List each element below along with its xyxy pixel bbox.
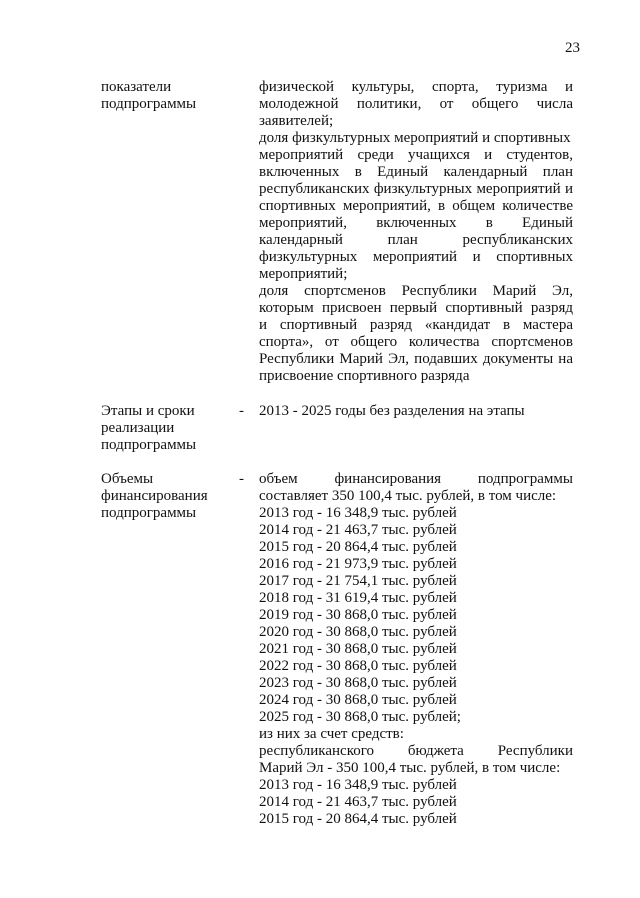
text-line: присвоение спортивного разряда (259, 368, 470, 384)
text-line: подпрограммы (101, 505, 197, 521)
row-dash: - (239, 403, 244, 419)
text-line: доля спортсменов Республики Марий Эл, (259, 283, 573, 299)
text-line: финансирования (101, 488, 208, 504)
text-line: 2022 год - 30 868,0 тыс. рублей (259, 658, 457, 674)
text-line: Марий Эл - 350 100,4 тыс. рублей, в том числе: (259, 760, 561, 776)
text-line: подпрограммы (101, 96, 197, 112)
text-line: республиканского бюджета Республики (259, 743, 573, 759)
text-line: из них за счет средств: (259, 726, 404, 742)
text-line: 2013 год - 16 348,9 тыс. рублей (259, 777, 457, 793)
text-line: 2021 год - 30 868,0 тыс. рублей (259, 641, 457, 657)
row-content (259, 471, 573, 828)
text-line: 2016 год - 21 973,9 тыс. рублей (259, 556, 457, 572)
text-line: мероприятий, включенных в Единый (259, 215, 573, 231)
page-number: 23 (565, 40, 580, 56)
text-line: 2015 год - 20 864,4 тыс. рублей (259, 811, 457, 827)
text-line: 2014 год - 21 463,7 тыс. рублей (259, 794, 457, 810)
text-line: 2024 год - 30 868,0 тыс. рублей (259, 692, 457, 708)
text-line: подпрограммы (101, 437, 197, 453)
text-line: 2020 год - 30 868,0 тыс. рублей (259, 624, 457, 640)
text-line: заявителей; (259, 113, 334, 129)
text-line: включенных в Единый календарный план (259, 164, 573, 180)
text-line: мероприятий среди учащихся и студентов, (259, 147, 573, 163)
row-label (101, 471, 236, 522)
text-line: физкультурных мероприятий и спортивных (259, 249, 573, 265)
row-content (259, 403, 573, 420)
text-line: спортивных мероприятий, в общем количестве (259, 198, 573, 214)
text-line: объем финансирования подпрограммы (259, 471, 573, 487)
text-line: 2017 год - 21 754,1 тыс. рублей (259, 573, 457, 589)
row-label (101, 403, 236, 454)
text-line: 2013 год - 16 348,9 тыс. рублей (259, 505, 457, 521)
text-line: 2014 год - 21 463,7 тыс. рублей (259, 522, 457, 538)
text-line: мероприятий; (259, 266, 348, 282)
text-line: и спортивный разряд «кандидат в мастера (259, 317, 573, 333)
text-line: реализации (101, 420, 175, 436)
row-label (101, 79, 236, 113)
text-line: 2023 год - 30 868,0 тыс. рублей (259, 675, 457, 691)
text-line: 2015 год - 20 864,4 тыс. рублей (259, 539, 457, 555)
row-content (259, 79, 573, 385)
text-line: физической культуры, спорта, туризма и (259, 79, 573, 95)
text-line: молодежной политики, от общего числа (259, 96, 573, 112)
text-line: составляет 350 100,4 тыс. рублей, в том числе: (259, 488, 557, 504)
text-line: доля физкультурных мероприятий и спортивных (259, 130, 571, 146)
text-line: календарный план республиканских (259, 232, 573, 248)
text-line: 2025 год - 30 868,0 тыс. рублей; (259, 709, 461, 725)
text-line: республиканских физкультурных мероприятий и (259, 181, 573, 197)
text-line: Республики Марий Эл, подавших документы на (259, 351, 573, 367)
text-line: 2013 - 2025 годы без разделения на этапы (259, 403, 525, 419)
text-line: Этапы и сроки (101, 403, 195, 419)
text-line: Объемы (101, 471, 154, 487)
text-line: показатели (101, 79, 172, 95)
text-line: 2018 год - 31 619,4 тыс. рублей (259, 590, 457, 606)
text-line: спорта», от общего количества спортсменов (259, 334, 573, 350)
text-line: которым присвоен первый спортивный разряд (259, 300, 573, 316)
row-dash: - (239, 471, 244, 487)
text-line: 2019 год - 30 868,0 тыс. рублей (259, 607, 457, 623)
